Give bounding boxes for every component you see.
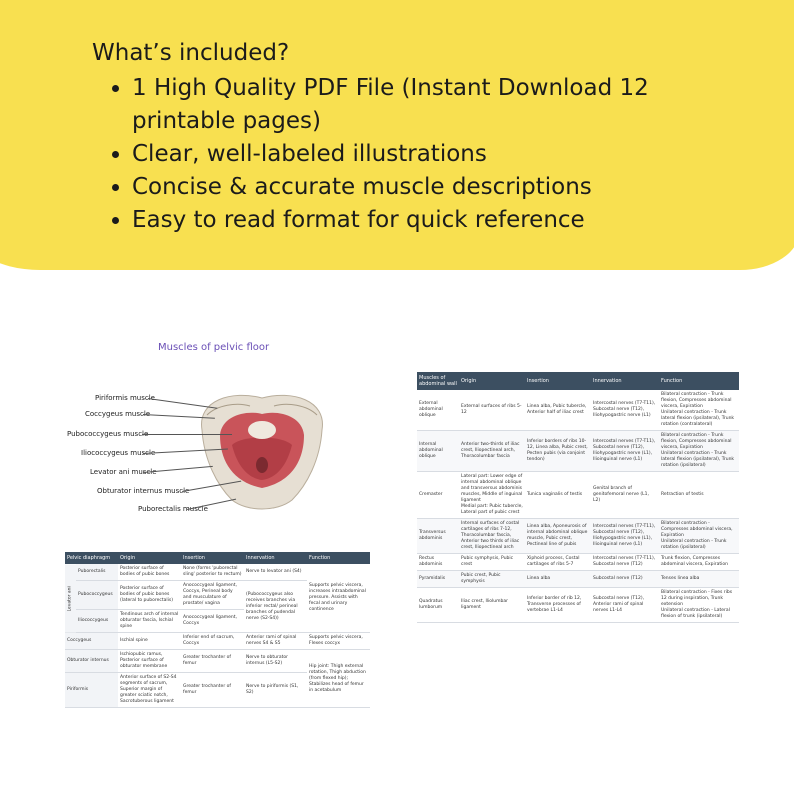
table-cell: Linea alba, Pubic tubercle, Anterior half of iliac crest: [525, 390, 591, 431]
table-cell: Pubic crest, Pubic symphysis: [459, 571, 525, 588]
table-cell: Internal surfaces of costal cartilages of ribs 7-12, Thoracolumbar fascia, Anterior two thirds of iliac crest, Iliopectineal arch: [459, 519, 525, 554]
whats-included-heading: What’s included?: [92, 40, 290, 66]
abdominal-wall-page-preview: [410, 365, 740, 735]
table-cell: Inferior borders of ribs 10-12, Linea alba, Pubic crest, Pecten pubis (via conjoint tendon): [525, 431, 591, 472]
table-cell: Bilateral contraction - Compresses abdominal viscera, Expiration Unilateral contraction - Trunk rotation (ipsilateral): [659, 519, 739, 554]
table-header: Function: [659, 372, 739, 390]
table-cell: Inferior end of sacrum, Coccyx: [181, 633, 244, 650]
table-cell: Ischiopubic ramus, Posterior surface of obturator membrane: [118, 650, 181, 673]
table-row: [417, 472, 739, 519]
table-cell: Supports pelvic viscera, increases intraabdominal pressure. Assists with fecal and urinary continence: [307, 564, 370, 633]
label-puborectalis: Puborectalis muscle: [138, 505, 208, 513]
table-cell: Anterior two-thirds of iliac crest, Iliopectineal arch, Thoracolumbar fascia: [459, 431, 525, 472]
table-header: Function: [307, 552, 370, 564]
table-cell: External abdominal oblique: [417, 390, 459, 431]
label-coccygeus: Coccygeus muscle: [85, 410, 151, 418]
table-row: [417, 571, 739, 588]
table-cell: External surfaces of ribs 5-12: [459, 390, 525, 431]
table-header: Pelvic diaphragm: [65, 552, 118, 564]
table-row: [417, 588, 739, 623]
table-cell: Intercostal nerves (T7-T11), Subcostal nerve (T12), Iliohypogastric nerve (L1), Ilioinguinal nerve (L1): [591, 431, 659, 472]
table-cell: Anterior rami of spinal nerves S4 & S5: [244, 633, 307, 650]
table-cell: Retraction of testis: [659, 472, 739, 519]
table-cell: Anococcygeal ligament, Coccyx: [181, 610, 244, 633]
table-cell: Trunk flexion, Compresses abdominal viscera, Expiration: [659, 554, 739, 571]
pelvis-illustration: [192, 390, 332, 515]
table-cell: Inferior border of rib 12, Transverse processes of vertebrae L1-L4: [525, 588, 591, 623]
table-header: Innervation: [591, 372, 659, 390]
included-item: • Clear, well-labeled illustrations: [132, 138, 732, 171]
table-cell: Transversus abdominis: [417, 519, 459, 554]
table-cell: Bilateral contraction - Trunk flexion, Compresses abdominal viscera, Expiration Unilateral contraction - Trunk lateral flexion (ipsilateral), Trunk rotation (ipsilateral): [659, 431, 739, 472]
table-cell: Hip joint: Thigh external rotation, Thigh abduction (from flexed hip); Stabilizes head of femur in acetabulum: [307, 650, 370, 708]
table-cell: Pubic symphysis, Pubic crest: [459, 554, 525, 571]
table-cell: Tenses linea alba: [659, 571, 739, 588]
table-cell: Linea alba, Aponeurosis of internal abdominal oblique muscle, Pubic crest, Pectineal line of pubis: [525, 519, 591, 554]
table-cell: Rectus abdominis: [417, 554, 459, 571]
table-cell: Piriformis: [65, 673, 118, 708]
table-cell: Pyramidalis: [417, 571, 459, 588]
table-cell: Subcostal nerve (T12), Anterior rami of spinal nerves L1-L4: [591, 588, 659, 623]
table-cell: Anterior surface of S2-S4 segments of sacrum, Superior margin of greater sciatic notch, Sacrotuberous ligament: [118, 673, 181, 708]
table-cell: Bilateral contraction - Fixes ribs 12 during inspiration, Trunk extension Unilateral contraction - Lateral flexion of trunk (ipsilateral): [659, 588, 739, 623]
table-cell: Posterior surface of bodies of pubic bones (lateral to puborectalis): [118, 581, 181, 610]
table-cell: Posterior surface of bodies of pubic bones: [118, 564, 181, 581]
table-cell: Nerve to piriformis (S1, S2): [244, 673, 307, 708]
pelvic-diaphragm-table: [65, 552, 370, 708]
table-row: [417, 519, 739, 554]
included-item: • Concise & accurate muscle descriptions: [132, 171, 732, 204]
included-item: • Easy to read format for quick reference: [132, 204, 732, 237]
table-row: [65, 650, 370, 673]
table-cell: Anococcygeal ligament, Coccyx, Perineal body and musculature of prostate/ vagina: [181, 581, 244, 610]
leader-line: [142, 434, 232, 435]
table-header: Muscles of abdominal wall: [417, 372, 459, 390]
table-cell: Greater trochanter of femur: [181, 650, 244, 673]
label-levator-ani: Levator ani muscle: [90, 468, 157, 476]
table-header: Insertion: [181, 552, 244, 564]
table-cell: Coccygeus: [65, 633, 118, 650]
table-cell: Cremaster: [417, 472, 459, 519]
table-cell: Nerve to obturator internus (L5-S2): [244, 650, 307, 673]
table-header: Origin: [118, 552, 181, 564]
label-iliococcygeus: Iliococcygeus muscle: [81, 449, 156, 457]
label-pubococcygeus: Pubococcygeus muscle: [67, 430, 149, 438]
table-cell: Xiphoid process, Costal cartilages of ribs 5-7: [525, 554, 591, 571]
table-cell: Linea alba: [525, 571, 591, 588]
table-cell: Iliococcygeus: [76, 610, 118, 633]
table-row: [417, 431, 739, 472]
table-cell: Supports pelvic viscera, Flexes coccyx: [307, 633, 370, 650]
table-cell: Bilateral contraction - Trunk flexion, Compresses abdominal viscera, Expiration Unilateral contraction - Trunk lateral flexion (ipsilateral), Trunk rotation (contralateral): [659, 390, 739, 431]
table-cell: Genital branch of genitofemoral nerve (L1, L2): [591, 472, 659, 519]
abdominal-wall-table: [417, 372, 739, 623]
table-header: Innervation: [244, 552, 307, 564]
included-list: [92, 72, 732, 237]
table-row: [65, 564, 370, 581]
label-piriformis: Piriformis muscle: [95, 394, 155, 402]
table-cell: Ischial spine: [118, 633, 181, 650]
table-cell: Intercostal nerves (T7-T11), Subcostal nerve (T12): [591, 554, 659, 571]
table-header: Origin: [459, 372, 525, 390]
table-cell: (Pubococcygeus also receives branches via inferior rectal/ perineal branches of pudendal nerve (S2-S4)): [244, 581, 307, 633]
page-title: Muscles of pelvic floor: [158, 342, 270, 353]
table-cell: Quadratus lumborum: [417, 588, 459, 623]
table-cell: Pubococcygeus: [76, 581, 118, 610]
label-obturator-internus: Obturator internus muscle: [97, 487, 190, 495]
table-cell: Nerve to levator ani (S4): [244, 564, 307, 581]
table-cell: Intercostal nerves (T7-T11), Subcostal nerve (T12), Iliohypogastric nerve (L1): [591, 390, 659, 431]
table-row: [417, 390, 739, 431]
table-cell: Puborectalis: [76, 564, 118, 581]
table-cell: Lateral part: Lower edge of internal abdominal oblique and transversus abdominis muscles, Middle of inguinal ligament Medial part: Pubic tubercle, Lateral part of pubic crest: [459, 472, 525, 519]
pelvic-floor-page-preview: [60, 330, 375, 740]
table-cell: Tunica vaginalis of testis: [525, 472, 591, 519]
group-label: Levator ani: [65, 564, 76, 633]
table-row: [65, 633, 370, 650]
whats-included-section: [92, 40, 732, 237]
table-row: [417, 554, 739, 571]
table-cell: None (forms 'puborectal sling' posterior to rectum): [181, 564, 244, 581]
table-cell: Internal abdominal oblique: [417, 431, 459, 472]
table-header: Insertion: [525, 372, 591, 390]
included-item: • 1 High Quality PDF File (Instant Download 12 printable pages): [132, 72, 732, 138]
table-cell: Subcostal nerve (T12): [591, 571, 659, 588]
table-cell: Obturator internus: [65, 650, 118, 673]
table-cell: Iliac crest, Iliolumbar ligament: [459, 588, 525, 623]
table-cell: Intercostal nerves (T7-T11), Subcostal nerve (T12), Iliohypogastric nerve (L1), Ilioinguinal nerve (L1): [591, 519, 659, 554]
table-cell: Tendinous arch of internal obturator fascia, Ischial spine: [118, 610, 181, 633]
table-cell: Greater trochanter of femur: [181, 673, 244, 708]
